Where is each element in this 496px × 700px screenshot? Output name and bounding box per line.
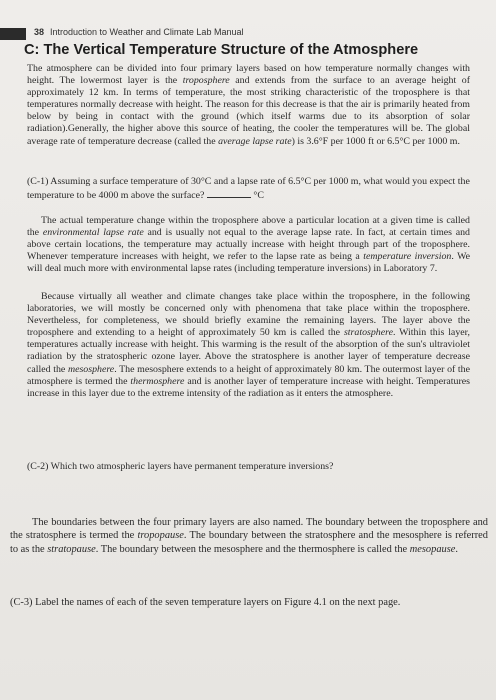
term-stratopause: stratopause	[47, 543, 96, 555]
question-c1	[27, 176, 470, 202]
paragraph-layers-intro	[27, 63, 470, 148]
running-head-title: Introduction to Weather and Climate Lab Manual	[50, 27, 244, 37]
paragraph-text: and is another layer of temperature increase with height. Temperatures increase in this layer due to the extreme intensity of the radiation as it enters the atmosphere.	[27, 375, 470, 399]
paragraph-text: The actual temperature change within the troposphere above a particular location at a given time is called the	[27, 215, 470, 239]
paragraph-text: ) is 3.6°F per 1000 ft or 6.5°C per 1000 m.	[291, 135, 460, 147]
term-mesopause: mesopause	[409, 543, 456, 555]
paragraph-text: and extends from the surface to an average height of approximately 12 km. In terms of temperature, the most striking characteristic of the troposphere is that temperatures normally decrease with height. The reason for this decrease is that the air is primarily heated from below by being in contact with the ground (which itself warms due to its absorption of solar radiation).Generally, the higher above this source of heating, the cooler the temperatures will be. The global average rate of temperature decrease (called the	[27, 75, 470, 147]
paragraph-boundaries	[10, 516, 488, 556]
question-c3: (C-3) Label the names of each of the seven temperature layers on Figure 4.1 on the next page.	[10, 597, 401, 608]
answer-blank-c1[interactable]	[207, 188, 251, 198]
paragraph-text: . The boundary between the mesosphere and the thermosphere is called the	[95, 543, 410, 555]
term-troposphere: troposphere	[182, 75, 230, 87]
term-average-lapse-rate: average lapse rate	[218, 135, 292, 147]
paragraph-text: Because virtually all weather and climate changes take place within the troposphere, in the following laboratories, we will mostly be concerned only with phenomena that take place within the troposphere. Nevertheless, for completeness, we should briefly examine the remaining layers. The layer above the troposphere and extending to a height of approximately 50 km is called the	[27, 291, 470, 339]
paragraph-text: . The boundary between the stratosphere and the mesosphere is referred to as the	[10, 530, 488, 555]
paragraph-text: . We will deal much more with environmental lapse rates (including temperature inversions) in Laboratory 7.	[27, 251, 470, 275]
section-title: C: The Vertical Temperature Structure of the Atmosphere	[24, 42, 419, 58]
question-c1-text: (C-1) Assuming a surface temperature of 30°C and a lapse rate of 6.5°C per 1000 m, what would you expect the temperature to be 4000 m above the surface?	[27, 176, 470, 202]
paragraph-upper-layers	[27, 291, 470, 400]
paragraph-text: The atmosphere can be divided into four primary layers based on how temperature normally changes with height. The lowermost layer is the	[27, 63, 470, 87]
question-c2: (C-2) Which two atmospheric layers have permanent temperature inversions?	[27, 461, 334, 472]
term-environmental-lapse-rate: environmental lapse rate	[42, 227, 144, 239]
term-mesosphere: mesosphere	[67, 363, 115, 375]
term-tropopause: tropopause	[137, 530, 184, 542]
answer-unit: °C	[253, 190, 264, 202]
term-temperature-inversion: temperature inversion	[363, 251, 452, 263]
paragraph-text: . The mesosphere extends to a height of approximately 80 km. The outermost layer of the atmosphere is termed the	[27, 363, 471, 387]
paragraph-text: . Within this layer, temperatures actually increase with height. This warming is the result of the absorption of the sun's ultraviolet radiation by the stratospheric ozone layer. Above the stratosphere is another layer of temperature decrease called the	[27, 327, 470, 375]
paragraph-text: and is usually not equal to the average lapse rate. In fact, at certain times and above certain locations, the temperature may actually increase with height through part of the troposphere. Whenever temperature increases with height, we refer to the lapse rate as being a	[27, 227, 470, 263]
paragraph-text: .	[455, 543, 458, 555]
page-number: 38	[34, 27, 45, 37]
header-bar	[0, 28, 26, 40]
paragraph-text: The boundaries between the four primary layers are also named. The boundary between the troposphere and the stratosphere is termed the	[10, 517, 488, 542]
term-thermosphere: thermosphere	[130, 375, 185, 387]
term-stratosphere: stratosphere	[343, 327, 393, 339]
paragraph-environmental-lapse-rate	[27, 215, 470, 275]
running-head	[34, 27, 243, 37]
